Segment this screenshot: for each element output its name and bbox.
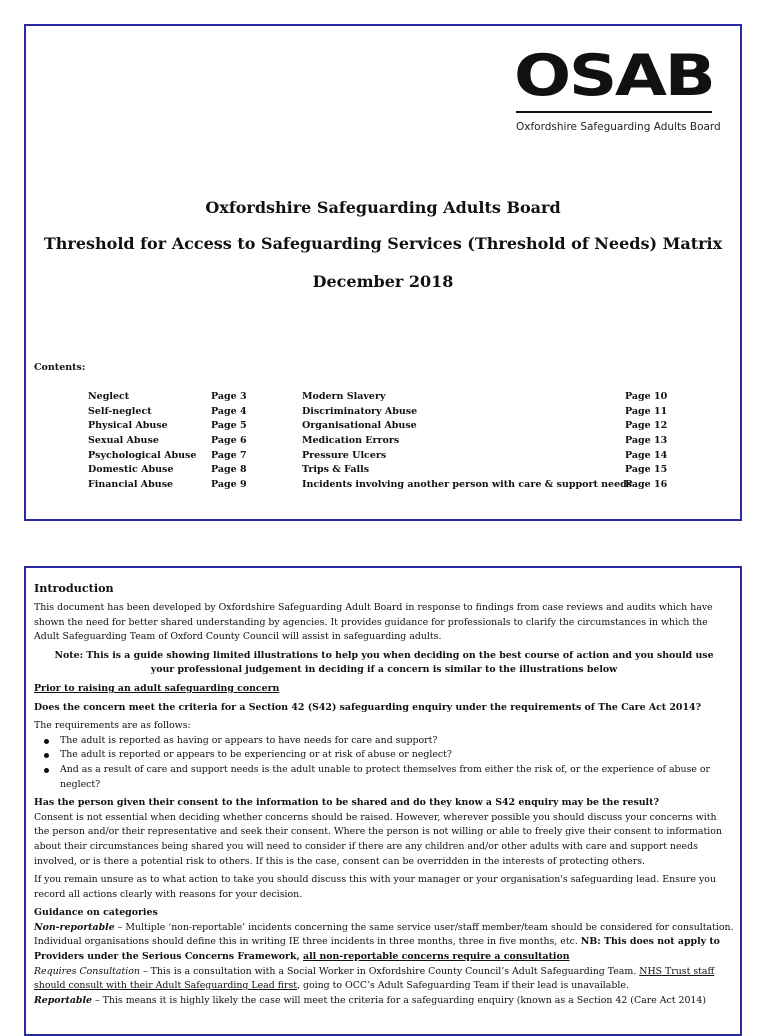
requirement-item: And as a result of care and support needs is the adult unable to protect themselves from either the risk of, or the experience of abuse or neglect? <box>34 763 734 792</box>
introduction-heading: Introduction <box>34 581 114 595</box>
non-reportable-paragraph <box>34 921 734 965</box>
consent-question: Has the person given their consent to the information to be shared and do they know a S42 enquiry may be the result? <box>34 797 659 809</box>
guide-note: Note: This is a guide showing limited illustrations to help you when deciding on the best course of action and you should use your professional judgement in deciding if a concern is similar to the illustrations below <box>54 649 714 676</box>
non-reportable-text: – Multiple ‘non-reportable’ incidents concerning the same service user/staff member/team should be considered for consultation. Individual organisations should define this in writing IE three incidents in three months, three in five months, etc. <box>34 921 734 948</box>
unsure-paragraph: If you remain unsure as to what action to take you should discuss this with your manager or your organisation's safeguarding lead. Ensure you record all actions clearly with reasons for your decision. <box>34 874 716 900</box>
contents-entry: Medication Errors <box>302 435 400 447</box>
consent-paragraph: Consent is not essential when deciding whether concerns should be raised. However, wherever possible you should discuss your concerns with the person and/or their representative and seek their consent. Where the person is not willing or able to freely give their consent to information about their circumstances being shared you will need to consider if there are any children and/or other adults with care and support needs involved, or is there a potential risk to others. If this is the case, consent can be overridden in the interests of protecting others. <box>34 811 722 867</box>
contents-page-number: Page 8 <box>211 464 247 476</box>
contents-right-labels <box>302 390 632 493</box>
logo-wordmark: OSAB <box>514 43 714 109</box>
contents-page-number: Page 6 <box>211 435 247 447</box>
intro-paragraph: This document has been developed by Oxfordshire Safeguarding Adult Board in response to findings from case reviews and audits which have shown the need for better shared understanding by agencies. It provides guidance for professionals to clarify the circumstances in which the Adult Safeguarding Team of Oxford County Council will assist in safeguarding adults. <box>34 602 713 643</box>
contents-page-number: Page 7 <box>211 449 247 461</box>
contents-entry: Physical Abuse <box>88 420 168 432</box>
requires-consultation-paragraph <box>34 965 734 994</box>
title-block <box>26 198 740 292</box>
contents-page-number: Page 5 <box>211 420 247 432</box>
osab-logo <box>514 43 721 133</box>
contents-entry: Neglect <box>88 391 130 402</box>
contents-entry: Domestic Abuse <box>88 464 174 476</box>
document-title-line2: Threshold for Access to Safeguarding Services (Threshold of Needs) Matrix <box>43 234 723 253</box>
contents-entry: Trips & Falls <box>302 464 370 476</box>
non-reportable-nb: NB: This does not apply to Providers under the Serious Concerns Framework, <box>34 936 720 963</box>
contents-page-number: Page 11 <box>625 405 668 417</box>
introduction-page <box>24 566 742 1036</box>
contents-page-number: Page 12 <box>625 420 668 432</box>
requirements-intro: The requirements are as follows: <box>34 720 191 732</box>
reportable-term: Reportable <box>34 994 92 1006</box>
reportable-paragraph <box>34 994 734 1009</box>
reportable-text: – This means it is highly likely the case will meet the criteria for a safeguarding enquiry (known as a Section 42 (Care Act 2014) <box>92 994 707 1006</box>
contents-left-labels <box>88 390 196 493</box>
document-date: December 2018 <box>312 272 454 291</box>
logo-divider <box>516 111 712 113</box>
requires-consultation-tail: , going to OCC’s Adult Safeguarding Team if their lead is unavailable. <box>297 980 629 992</box>
contents-page-number: Page 10 <box>625 391 668 402</box>
contents-page-number: Page 15 <box>625 464 668 476</box>
contents-right-pages <box>625 390 667 493</box>
non-reportable-term: Non-reportable <box>34 921 115 933</box>
requirements-list <box>34 734 734 792</box>
requirement-item: The adult is reported as having or appears to have needs for care and support? <box>34 734 734 749</box>
requires-consultation-term: Requires Consultation <box>34 965 140 977</box>
contents-entry: Psychological Abuse <box>88 449 197 461</box>
contents-page-number: Page 4 <box>211 405 247 417</box>
prior-heading: Prior to raising an adult safeguarding concern <box>34 682 280 694</box>
contents-entry: Sexual Abuse <box>88 435 159 447</box>
contents-entry: Financial Abuse <box>88 479 174 491</box>
contents-entry: Incidents involving another person with care & support needs <box>302 479 633 491</box>
requires-consultation-text: – This is a consultation with a Social Worker in Oxfordshire County Council’s Adult Safeguarding Team. <box>139 965 640 977</box>
logo-subtitle: Oxfordshire Safeguarding Adults Board <box>516 121 721 133</box>
contents-entry: Modern Slavery <box>302 391 386 402</box>
contents-entry: Self-neglect <box>88 405 152 417</box>
contents-entry: Organisational Abuse <box>302 420 417 432</box>
s42-question: Does the concern meet the criteria for a Section 42 (S42) safeguarding enquiry under the requirements of The Care Act 2014? <box>34 701 701 713</box>
guidance-heading: Guidance on categories <box>34 907 158 919</box>
cover-page <box>24 24 742 521</box>
requires-consultation-underlined: NHS Trust staff should consult with their Adult Safeguarding Lead first <box>34 965 715 992</box>
contents-left-pages <box>211 390 247 493</box>
contents-page-number: Page 16 <box>625 479 668 491</box>
contents-label: Contents: <box>34 362 86 373</box>
contents-page-number: Page 14 <box>625 449 668 461</box>
non-reportable-nb-underlined: all non-reportable concerns require a consultation <box>303 951 570 963</box>
introduction-body <box>34 580 734 1008</box>
contents-entry: Pressure Ulcers <box>302 449 387 461</box>
contents-page-number: Page 3 <box>211 391 247 402</box>
document-title-line1: Oxfordshire Safeguarding Adults Board <box>205 198 561 217</box>
requirement-item: The adult is reported or appears to be experiencing or at risk of abuse or neglect? <box>34 748 734 763</box>
contents-entry: Discriminatory Abuse <box>302 405 418 417</box>
contents-page-number: Page 13 <box>625 435 668 447</box>
contents-page-number: Page 9 <box>211 479 247 491</box>
